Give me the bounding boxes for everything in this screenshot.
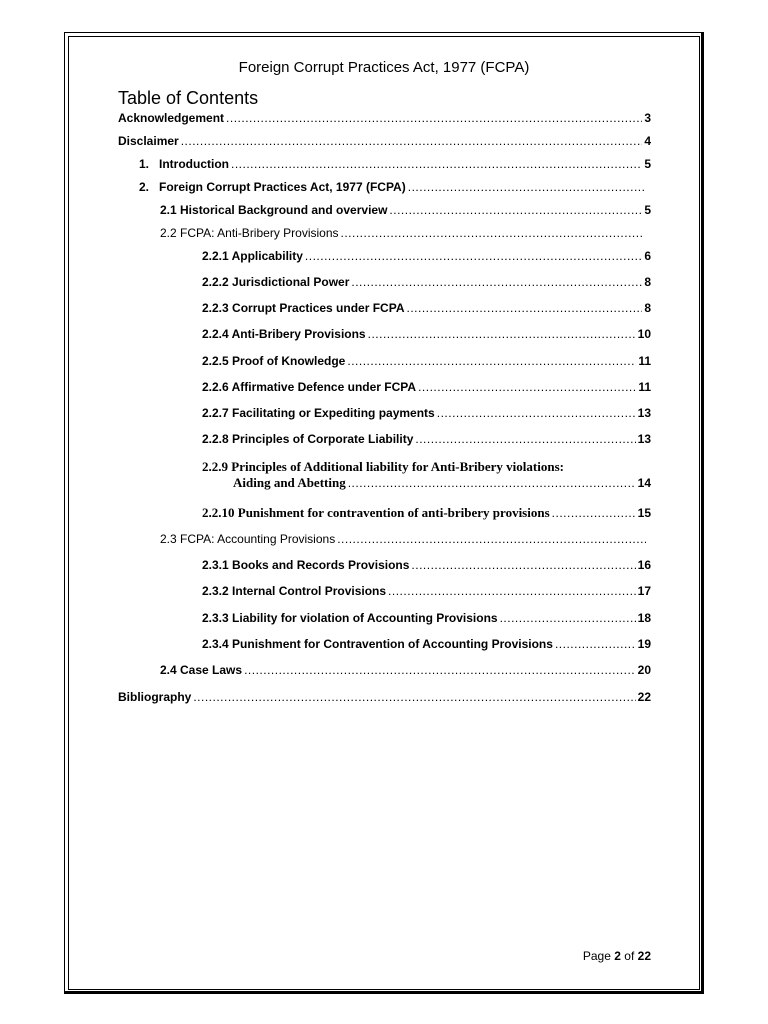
toc-page-number: 5: [644, 203, 651, 217]
toc-label: [139, 180, 406, 194]
toc-entry-fcpa[interactable]: [139, 180, 646, 194]
dot-leader: [555, 637, 636, 651]
toc-page-number: 5: [644, 157, 651, 171]
toc-heading: Table of Contents: [118, 88, 259, 108]
footer-prefix: Page: [582, 949, 611, 963]
toc-label: 2.2.8 Principles of Corporate Liability: [202, 432, 414, 446]
toc-page-number: 13: [637, 406, 651, 420]
toc-label: 2.2.2 Jurisdictional Power: [202, 275, 350, 289]
dot-leader: [231, 157, 642, 171]
dot-leader: [388, 584, 636, 598]
toc-page-number: 17: [637, 584, 651, 598]
toc-label: 2.2.1 Applicability: [202, 249, 303, 263]
toc-page-number: 8: [644, 301, 651, 315]
toc-page-number: 20: [637, 663, 651, 677]
toc-page-number: 19: [637, 637, 651, 651]
toc-entry-line-1: [202, 459, 651, 475]
toc-entry-2-2-1[interactable]: [202, 249, 651, 263]
toc-label: Bibliography: [118, 690, 192, 704]
dot-leader: [368, 327, 636, 341]
toc-entry-disclaimer[interactable]: [118, 134, 651, 148]
toc-label: 2.2.6 Affirmative Defence under FCPA: [202, 380, 417, 394]
dot-leader: [351, 275, 642, 289]
toc-label: Disclaimer: [118, 134, 179, 148]
toc-page-number: 8: [644, 275, 651, 289]
toc-entry-2-4[interactable]: [160, 663, 651, 677]
toc-label: 2.2.5 Proof of Knowledge: [202, 354, 346, 368]
toc-label: 2.2.3 Corrupt Practices under FCPA: [202, 301, 405, 315]
toc-entry-2-2-10[interactable]: [202, 505, 651, 521]
toc-label: [139, 157, 229, 171]
toc-label: 2.3.1 Books and Records Provisions: [202, 558, 410, 572]
toc-entry-line-2: [202, 475, 651, 491]
dot-leader: [181, 134, 643, 148]
dot-leader: [437, 406, 636, 420]
toc-number: 2.: [139, 180, 150, 194]
toc-entry-2-2-5[interactable]: [202, 354, 651, 368]
toc-entry-2-2-3[interactable]: [202, 301, 651, 315]
dot-leader: [408, 180, 644, 194]
toc-page-number: 11: [638, 354, 651, 368]
toc-label: 2.2 FCPA: Anti-Bribery Provisions: [160, 226, 339, 240]
dot-leader: [407, 301, 643, 315]
dot-leader: [226, 111, 642, 125]
toc-label: 2.2.9 Principles of Additional liability for Anti-Bribery violations:: [202, 459, 564, 474]
toc-page-number: 4: [644, 134, 651, 148]
toc-label-continued: Aiding and Abetting: [233, 475, 346, 490]
toc-label: 2.2.4 Anti-Bribery Provisions: [202, 327, 366, 341]
toc-page-number: 18: [637, 611, 651, 625]
toc-page-number: 15: [637, 506, 651, 520]
dot-leader: [500, 611, 636, 625]
toc-page-number: 6: [644, 249, 651, 263]
footer-of: of: [624, 949, 635, 963]
toc-page-number: 14: [637, 476, 651, 490]
toc-label: 2.3 FCPA: Accounting Provisions: [160, 532, 336, 546]
footer-current-page: 2: [614, 949, 621, 963]
toc-label: 2.2.7 Facilitating or Expediting payments: [202, 406, 435, 420]
toc-entry-2-2[interactable]: [160, 226, 646, 240]
toc-label: 2.4 Case Laws: [160, 663, 243, 677]
toc-entry-2-2-2[interactable]: [202, 275, 651, 289]
toc-entry-2-2-4[interactable]: [202, 327, 651, 341]
toc-entry-bibliography[interactable]: [118, 690, 651, 704]
toc-entry-introduction[interactable]: [139, 157, 651, 171]
toc-label-text: Foreign Corrupt Practices Act, 1977 (FCPA): [159, 180, 406, 194]
toc-page-number: 11: [638, 380, 651, 394]
dot-leader: [418, 380, 636, 394]
page-footer: [583, 949, 651, 963]
toc-entry-2-3-3[interactable]: [202, 611, 651, 625]
dot-leader: [341, 226, 644, 240]
toc-entry-acknowledgement[interactable]: [118, 111, 651, 125]
dot-leader: [415, 432, 635, 446]
toc-entry-2-2-9[interactable]: [202, 459, 651, 491]
toc-page-number: 16: [637, 558, 651, 572]
footer-total-pages: 22: [637, 949, 651, 963]
dot-leader: [193, 690, 635, 704]
toc-label: 2.2.10 Punishment for contravention of anti-bribery provisions: [202, 505, 550, 520]
toc-entry-2-3-4[interactable]: [202, 637, 651, 651]
toc-page-number: 10: [637, 327, 651, 341]
dot-leader: [244, 663, 636, 677]
toc-entry-2-3-2[interactable]: [202, 584, 651, 598]
toc-label: 2.3.3 Liability for violation of Accounting Provisions: [202, 611, 498, 625]
toc-entry-2-1[interactable]: [160, 203, 651, 217]
dot-leader: [337, 532, 646, 546]
toc-number: 1.: [139, 157, 150, 171]
toc-entry-2-2-6[interactable]: [202, 380, 651, 394]
dot-leader: [305, 249, 642, 263]
toc-entry-2-2-8[interactable]: [202, 432, 651, 446]
toc-label: Acknowledgement: [118, 111, 225, 125]
dot-leader: [348, 476, 636, 490]
toc-page-number: 22: [637, 690, 651, 704]
toc-entry-2-3-1[interactable]: [202, 558, 651, 572]
document-title: Foreign Corrupt Practices Act, 1977 (FCPA): [238, 59, 530, 76]
toc-label-text: Introduction: [159, 157, 229, 171]
dot-leader: [411, 558, 635, 572]
toc-label: 2.3.4 Punishment for Contravention of Accounting Provisions: [202, 637, 553, 651]
dot-leader: [552, 506, 636, 520]
dot-leader: [389, 203, 642, 217]
toc-page-number: 3: [644, 111, 651, 125]
toc-entry-2-3[interactable]: [160, 532, 648, 546]
toc-label: 2.3.2 Internal Control Provisions: [202, 584, 387, 598]
dot-leader: [347, 354, 636, 368]
toc-label: 2.1 Historical Background and overview: [160, 203, 388, 217]
toc-entry-2-2-7[interactable]: [202, 406, 651, 420]
toc-page-number: 13: [637, 432, 651, 446]
